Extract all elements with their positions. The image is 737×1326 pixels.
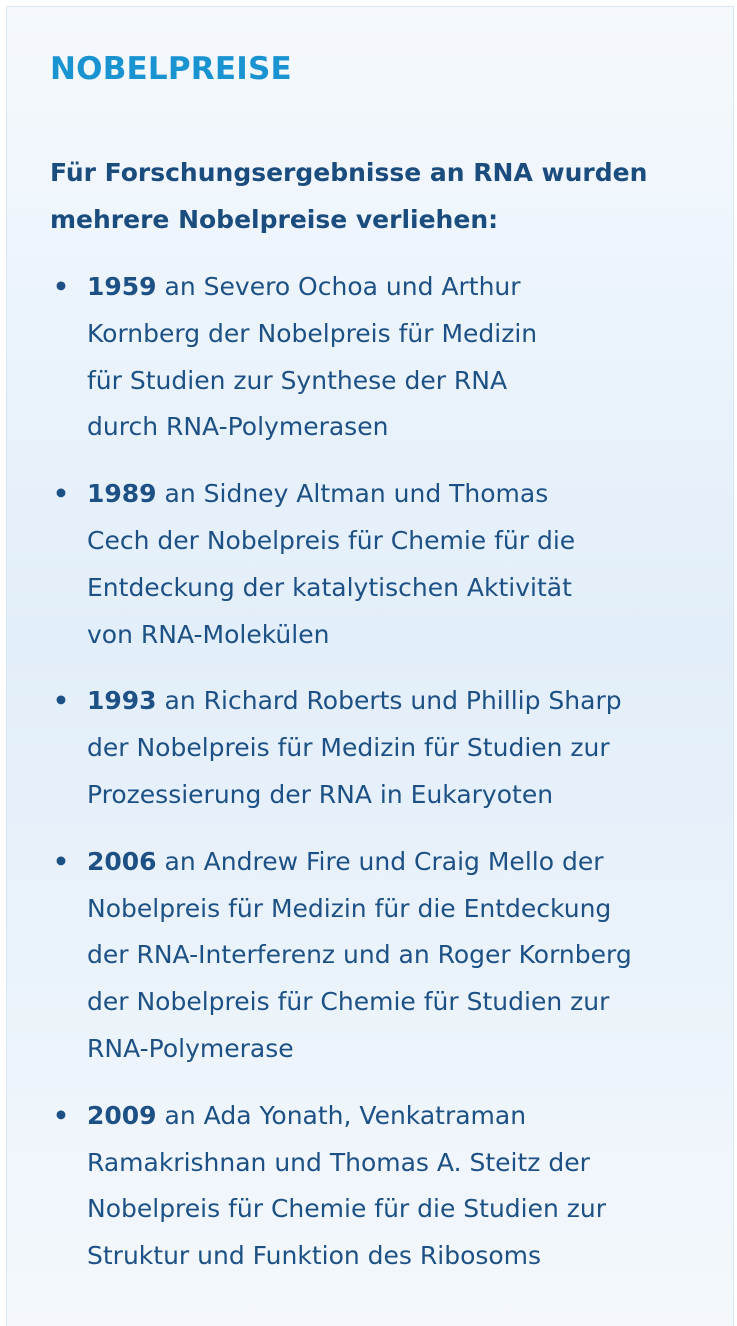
prize-description-line: Nobelpreis für Chemie für die Studien zur xyxy=(87,1194,607,1224)
prize-description-line: der Nobelpreis für Chemie für Studien zur xyxy=(87,987,610,1017)
prize-description-line: für Studien zur Synthese der RNA xyxy=(87,365,508,395)
bullet-icon: • xyxy=(53,479,69,509)
prize-description-line: von RNA-Molekülen xyxy=(87,619,330,649)
prize-description-line: Prozessierung der RNA in Eukaryoten xyxy=(87,779,554,809)
prize-description-line: an Andrew Fire und Craig Mello der xyxy=(164,846,604,876)
prize-description-line: an Sidney Altman und Thomas xyxy=(164,479,549,509)
prize-description-line: Entdeckung der katalytischen Aktivität xyxy=(87,572,572,602)
prize-list-item xyxy=(50,678,710,818)
prize-year: 1989 xyxy=(87,479,157,509)
prize-description-line: Kornberg der Nobelpreis für Medizin xyxy=(87,318,538,348)
prize-list-item xyxy=(50,264,710,451)
prize-year: 2006 xyxy=(87,846,157,876)
prize-description-line: Ramakrishnan und Thomas A. Steitz der xyxy=(87,1147,590,1177)
prize-description-line: an Ada Yonath, Venkatraman xyxy=(164,1100,527,1130)
prize-year: 1959 xyxy=(87,272,157,301)
prize-description-line: Cech der Nobelpreis für Chemie für die xyxy=(87,525,576,555)
prize-list-item xyxy=(50,1093,710,1280)
prize-description-line: der Nobelpreis für Medizin für Studien zur xyxy=(87,733,610,763)
prize-list-item xyxy=(50,839,710,1073)
prize-year: 1993 xyxy=(87,686,157,716)
prize-description-line: an Richard Roberts und Phillip Sharp xyxy=(164,686,622,716)
prize-description-line: der RNA-Interferenz und an Roger Kornberg xyxy=(87,940,632,970)
prize-description-line: Nobelpreis für Medizin für die Entdeckung xyxy=(87,893,612,923)
prize-description-line: RNA-Polymerase xyxy=(87,1033,294,1063)
bullet-icon: • xyxy=(53,272,69,301)
infobox-intro: Für Forschungsergebnisse an RNA wurden mehrere Nobelpreise verliehen: xyxy=(50,158,648,234)
prize-year: 2009 xyxy=(87,1100,157,1130)
bullet-icon: • xyxy=(53,1100,69,1130)
nobel-prizes-infobox xyxy=(6,6,734,1326)
prize-description-line: durch RNA-Polymerasen xyxy=(87,412,389,442)
prize-list xyxy=(50,264,710,1300)
prize-description-line: an Severo Ochoa und Arthur xyxy=(164,272,521,301)
bullet-icon: • xyxy=(53,686,69,716)
infobox-title: NOBELPREISE xyxy=(50,51,292,87)
prize-list-item xyxy=(50,471,710,658)
prize-description-line: Struktur und Funktion des Ribosoms xyxy=(87,1241,542,1271)
bullet-icon: • xyxy=(53,846,69,876)
